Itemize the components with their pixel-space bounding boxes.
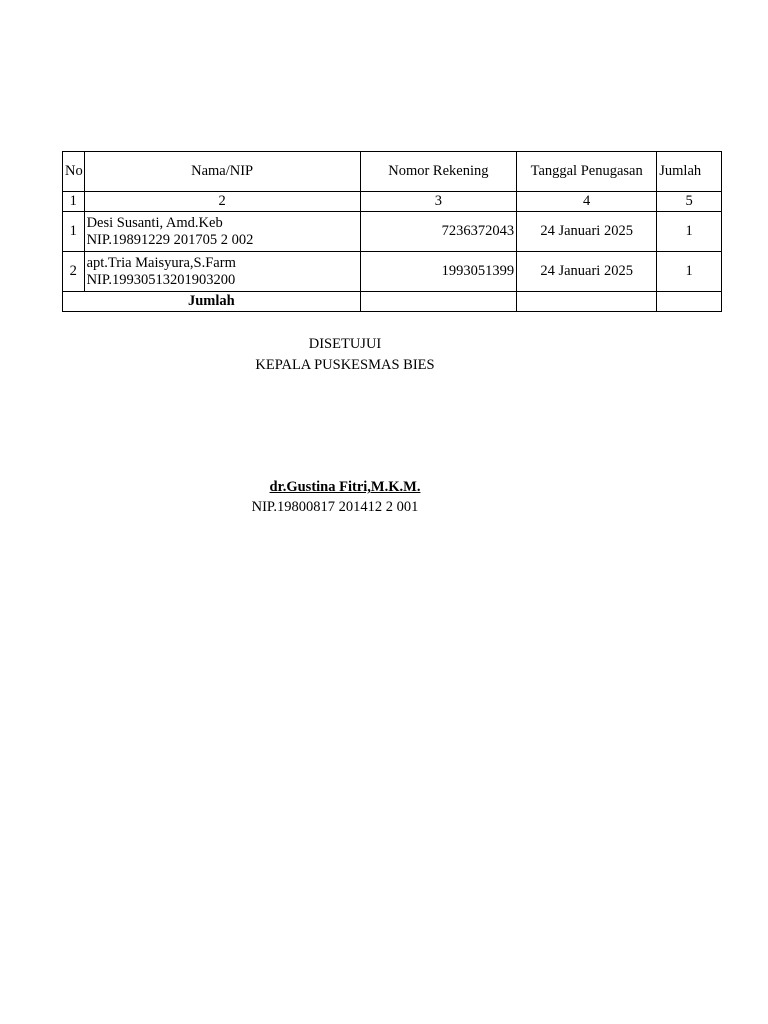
row-amount: 1 [657,212,722,252]
header-no: No [63,152,85,192]
row-no: 2 [63,252,85,292]
row-nip: NIP.19930513201903200 [86,271,236,288]
row-name: Desi Susanti, Amd.Keb [86,214,223,231]
table-header-row [63,152,722,192]
row-amount: 1 [657,252,722,292]
total-amount-empty [657,292,722,312]
row-no: 1 [63,212,85,252]
row-name-nip [84,252,360,292]
payment-table [62,151,722,312]
column-number: 2 [84,192,360,212]
header-account: Nomor Rekening [360,152,516,192]
header-name: Nama/NIP [84,152,360,192]
row-name-nip [84,212,360,252]
table-row [63,212,722,252]
total-account-empty [360,292,516,312]
approval-title: KEPALA PUSKESMAS BIES [255,357,435,373]
column-number: 5 [657,192,722,212]
total-row [63,292,722,312]
row-date: 24 Januari 2025 [517,212,657,252]
total-label: Jumlah [63,292,361,312]
column-number: 1 [63,192,85,212]
total-date-empty [517,292,657,312]
header-amount: Jumlah [657,152,722,192]
row-account: 1993051399 [360,252,516,292]
column-number: 4 [517,192,657,212]
signer-nip: NIP.19800817 201412 2 001 [251,499,419,515]
row-name: apt.Tria Maisyura,S.Farm [86,254,236,271]
column-number-row [63,192,722,212]
column-number: 3 [360,192,516,212]
signer-name: dr.Gustina Fitri,M.K.M. [269,479,421,495]
row-nip: NIP.19891229 201705 2 002 [86,231,254,248]
row-account: 7236372043 [360,212,516,252]
table-row [63,252,722,292]
payment-table-container [62,151,702,312]
approval-label: DISETUJUI [308,336,382,352]
row-date: 24 Januari 2025 [517,252,657,292]
header-date: Tanggal Penugasan [517,152,657,192]
